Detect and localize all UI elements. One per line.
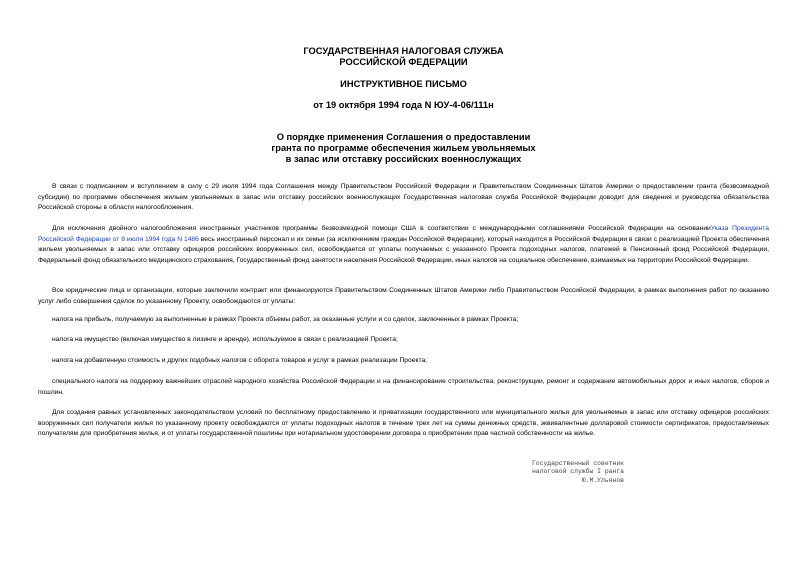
paragraph-housing: Для создания равных установленных законодательством условий по бесплатному предоставлению и приватизации государственного или муниципального жилья для увольняемых в запас или отставку офицеров российских вооруженных сил получатели жилья по указанному проекту освобождаются от уплаты подоходных налогов в течение трех лет на суммы денежных средств, эквивалентные долларовой стоимости сертификатов, предоставляемых получателям для приобретения жилья, и от уплаты государственной пошлины при нотариальном удостоверении договора о приобретении прав частной собственности на жилье. — [38, 409, 769, 438]
document-type: ИНСТРУКТИВНОЕ ПИСЬМО — [340, 79, 467, 89]
paragraph-exemptions: Все юридические лица и организации, которые заключили контракт или финансируются Правительством Соединенных Штатов Америки либо Правительством Российской Федерации, в рамках выполнения работ по оказанию услуг либо совершения сделок по указанному Проекту, освобождаются от уплаты: — [38, 287, 769, 305]
list-item-property-tax: налога на имущество (включая имущество в лизинге и аренде), используемое в связи с реализацией Проекта; — [52, 336, 398, 343]
signature-name: Ю.М.Ульянов — [581, 476, 624, 484]
agency-name-line2: РОССИЙСКОЙ ФЕДЕРАЦИИ — [339, 57, 468, 67]
paragraph-special-tax: специального налога на поддержку важнейших отраслей народного хозяйства Российской Федерации и на финансирование строительства, реконструкции, ремонт и содержание автомобильных дорог и иных налогов, сборов и пошлин. — [38, 378, 769, 396]
signature-title-line1: Государственный советник — [531, 460, 624, 467]
list-item-profit-tax: налога на прибыль, получаемую за выполненные в рамках Проекта объемы работ, за оказанные услуги и со сделок, заключенных в рамках Проекта; — [52, 316, 519, 323]
list-item-vat: налога на добавленную стоимость и других подобных налогов с оборота товаров и услуг в рамках реализации Проекта; — [52, 357, 428, 364]
document-date-number: от 19 октября 1994 года N ЮУ-4-06/111н — [313, 100, 494, 110]
paragraph-double-taxation-text: Для исключения двойного налогообложения иностранных участников программы безвозмездной помощи США в соответствии с международными соглашениями Российской Федерации на основании — [52, 225, 711, 232]
paragraph-double-taxation-rest: весь иностранный персонал и их семьи (за исключением граждан Российской Федерации), который находится в Российской Федерации в связи с реализацией Проекта обеспечения жильем увольняемых в запас или отставку офицеров российских вооруженных сил, освобождается от уплаты получаемых с указанного Проекта подоходных налогов, платежей в Пенсионный фонд Российской Федерации, Федеральный фонд обязательного медицинского страхования, Государственный фонд занятости населения Российской Федерации, иных налогов на социальное обеспечение, взимаемых на территории Российской Федерации. — [38, 235, 770, 264]
paragraph-intro: В связи с подписанием и вступлением в силу с 29 июля 1994 года Соглашения между Правительством Российской Федерации и Правительством Соединенных Штатов Америки о предоставлении гранта (безвозмездной субсидии) по программе обеспечения жильем увольняемых в запас или отставку российских военнослужащих Государственная налоговая служба Российской Федерации доводит для сведения и руководства обязательства Российской стороны в области налогообложения. — [38, 183, 769, 212]
document-title-line3: в запас или отставку российских военнослужащих — [285, 154, 522, 164]
document-title-line1: О порядке применения Соглашения о предоставлении — [276, 132, 531, 142]
document-title-line2: гранта по программе обеспечения жильем увольняемых — [271, 143, 536, 153]
signature-title-line2: налоговой службы I ранга — [531, 468, 624, 476]
decree-link[interactable]: Указа Президента Российской Федерации от 8 июля 1994 года N 1486 — [38, 225, 769, 243]
paragraph-double-taxation — [38, 224, 769, 266]
signature-block — [524, 460, 624, 485]
agency-name-line1: ГОСУДАРСТВЕННАЯ НАЛОГОВАЯ СЛУЖБА — [303, 46, 504, 56]
